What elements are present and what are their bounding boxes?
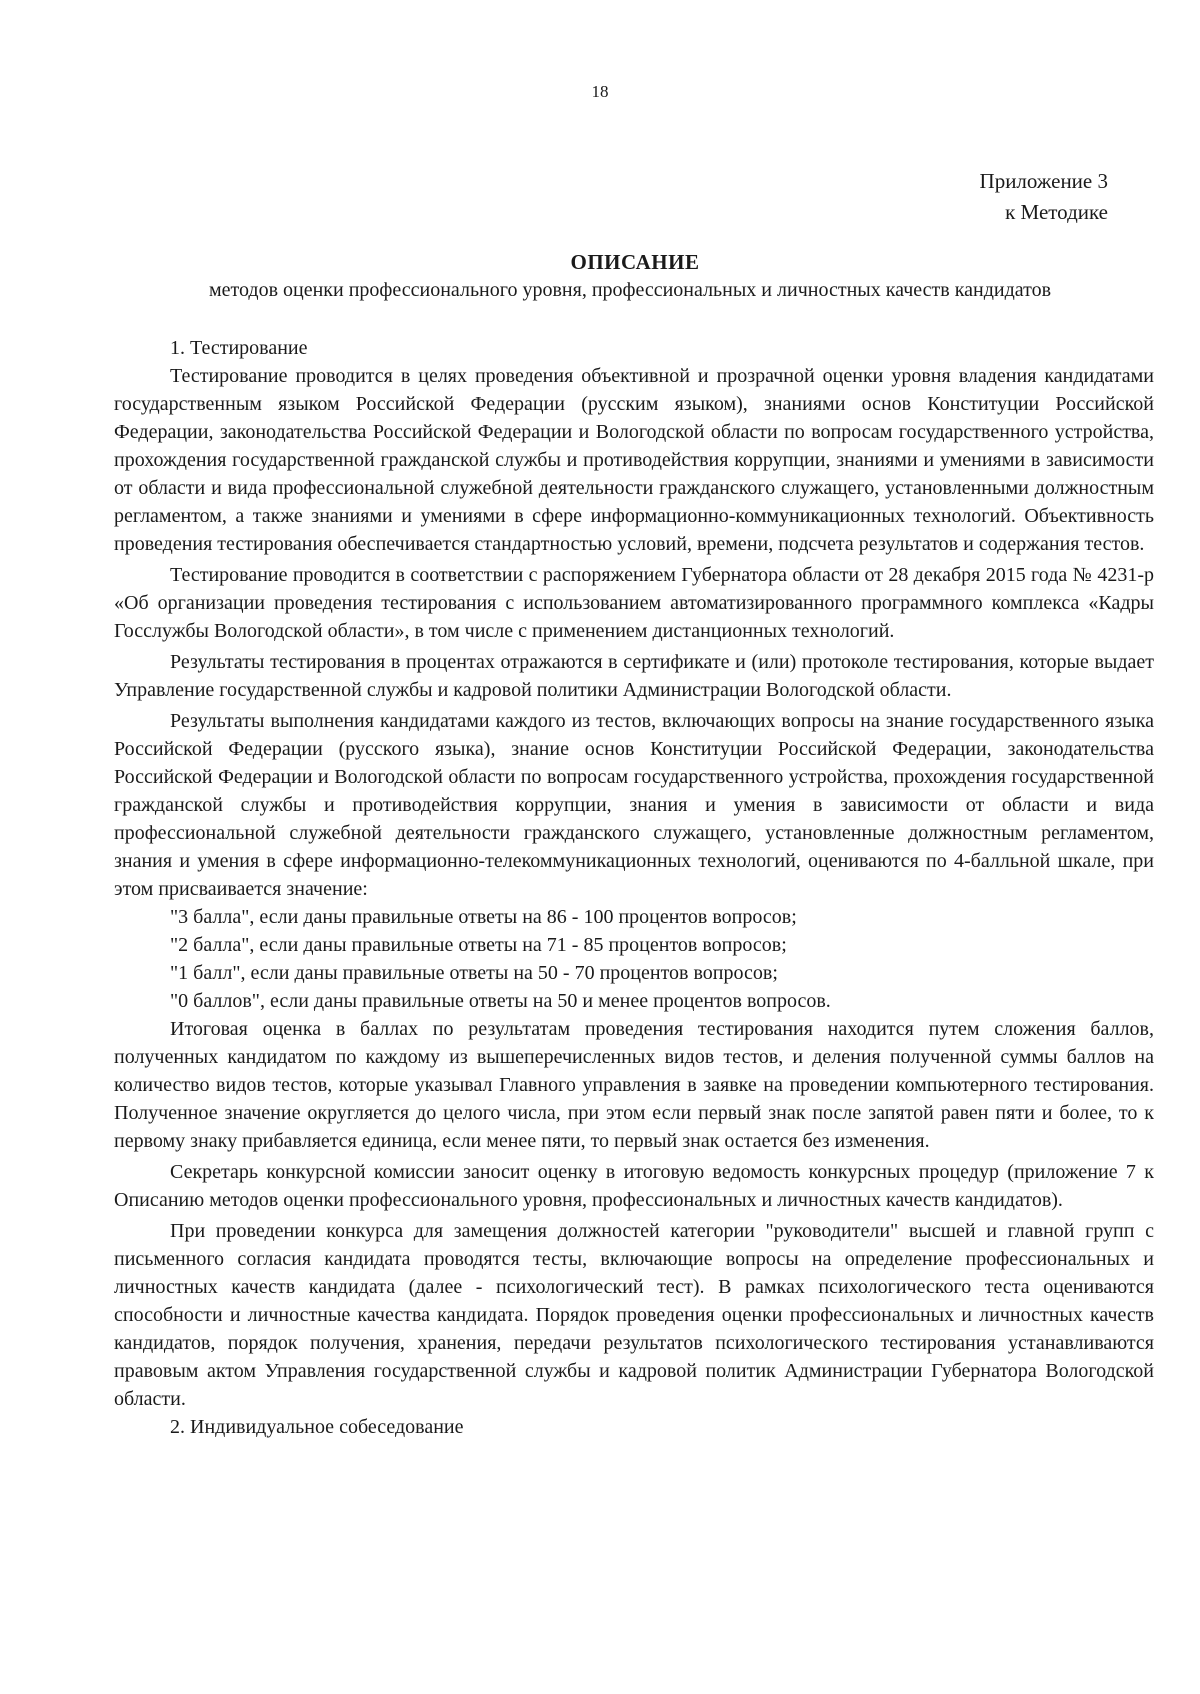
paragraph-testing-results: Результаты тестирования в процентах отражаются в сертификате и (или) протоколе тестирования, которые выдает Управление государственной службы и кадровой политики Администрации Вологодской области. <box>114 651 1154 701</box>
paragraph-testing-basis: Тестирование проводится в соответствии с распоряжением Губернатора области от 28 декабря 2015 года № 4231-р «Об организации проведения тестирования с использованием автоматизированного программного комплекса «Кадры Госслужбы Вологодской области», в том числе с применением дистанционных технологий. <box>114 564 1154 642</box>
section-heading-interview: 2. Индивидуальное собеседование <box>170 1416 464 1438</box>
score-item: "3 балла", если даны правильные ответы на 86 - 100 процентов вопросов; <box>170 906 797 928</box>
paragraph-secretary: Секретарь конкурсной комиссии заносит оценку в итоговую ведомость конкурсных процедур (приложение 7 к Описанию методов оценки профессионального уровня, профессиональных и личностных качеств кандидатов). <box>114 1161 1154 1211</box>
score-item: "0 баллов", если даны правильные ответы на 50 и менее процентов вопросов. <box>170 990 831 1012</box>
paragraph-scoring-scale: Результаты выполнения кандидатами каждого из тестов, включающих вопросы на знание государственного языка Российской Федерации (русского языка), знание основ Конституции Российской Федерации, законодательства Российской Федерации и Вологодской области по вопросам государственного устройства, прохождения государственной гражданской службы и противодействия коррупции, знания и умения в зависимости от области и вида профессиональной служебной деятельности гражданского служащего, установленные должностным регламентом, знания и умения в сфере информационно-телекоммуникационных технологий, оцениваются по 4-балльной шкале, при этом присваивается значение: <box>114 710 1154 900</box>
document-body <box>114 334 1154 1441</box>
score-item: "2 балла", если даны правильные ответы на 71 - 85 процентов вопросов; <box>170 934 787 956</box>
appendix-line-1: Приложение 3 <box>979 169 1108 193</box>
appendix-line-2: к Методике <box>1005 200 1108 224</box>
section-heading-testing: 1. Тестирование <box>170 337 308 359</box>
document-subtitle: методов оценки профессионального уровня, профессиональных и личностных качеств кандидатов <box>208 279 1052 301</box>
paragraph-psychological-test: При проведении конкурса для замещения должностей категории "руководители" высшей и главной групп с письменного согласия кандидата проводятся тесты, включающие вопросы на определение профессиональных и личностных качеств кандидата (далее - психологический тест). В рамках психологического теста оцениваются способности и личностные качества кандидата. Порядок проведения оценки профессиональных и личностных качеств кандидатов, порядок получения, хранения, передачи результатов психологического тестирования устанавливаются правовым актом Управления государственной службы и кадровой политик Администрации Губернатора Вологодской области. <box>114 1220 1154 1410</box>
paragraph-final-score: Итоговая оценка в баллах по результатам проведения тестирования находится путем сложения баллов, полученных кандидатом по каждому из вышеперечисленных видов тестов, и деления полученной суммы баллов на количество видов тестов, которые указывал Главного управления в заявке на проведении компьютерного тестирования. Полученное значение округляется до целого числа, при этом если первый знак после запятой равен пяти и более, то к первому знаку прибавляется единица, если менее пяти, то первый знак остается без изменения. <box>114 1018 1154 1152</box>
paragraph-testing-purpose: Тестирование проводится в целях проведения объективной и прозрачной оценки уровня владения кандидатами государственным языком Российской Федерации (русским языком), знаниями основ Конституции Российской Федерации, законодательства Российской Федерации и Вологодской области по вопросам государственного устройства, прохождения государственной гражданской службы и противодействия коррупции, знаниями и умениями в зависимости от области и вида профессиональной служебной деятельности гражданского служащего, установленными должностным регламентом, а также знаниями и умениями в сфере информационно-коммуникационных технологий. Объективность проведения тестирования обеспечивается стандартностью условий, времени, подсчета результатов и содержания тестов. <box>114 365 1154 555</box>
appendix-reference <box>980 166 1108 228</box>
page-number: 18 <box>591 82 609 101</box>
document-title: ОПИСАНИЕ <box>570 250 700 274</box>
score-item: "1 балл", если даны правильные ответы на 50 - 70 процентов вопросов; <box>170 962 778 984</box>
